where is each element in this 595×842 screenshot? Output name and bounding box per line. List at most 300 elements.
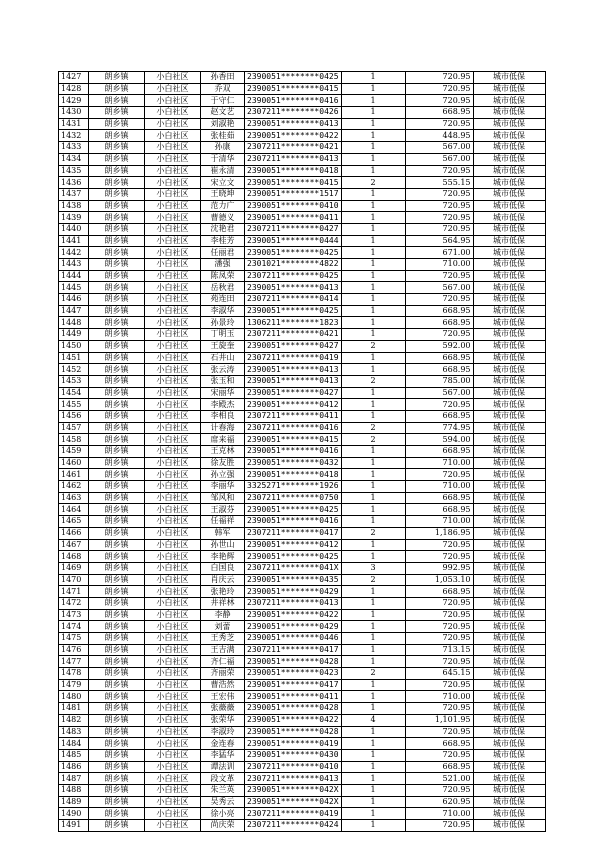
- household-count-cell: 1: [341, 352, 405, 364]
- row-number: 1455: [59, 399, 89, 411]
- table-row: [59, 387, 546, 399]
- town-cell: 朗乡镇: [89, 714, 145, 726]
- community-cell: 小白社区: [145, 703, 201, 715]
- table-row: [59, 130, 546, 142]
- name-cell: 孙康: [201, 142, 245, 154]
- town-cell: 朗乡镇: [89, 434, 145, 446]
- name-cell: 韩军: [201, 527, 245, 539]
- id-number-cell: 2307211********0413: [245, 153, 342, 165]
- town-cell: 朗乡镇: [89, 294, 145, 306]
- category-cell: 城市低保: [473, 562, 545, 574]
- community-cell: 小白社区: [145, 749, 201, 761]
- town-cell: 朗乡镇: [89, 387, 145, 399]
- category-cell: 城市低保: [473, 410, 545, 422]
- row-number: 1453: [59, 375, 89, 387]
- name-cell: 齐丽荣: [201, 668, 245, 680]
- town-cell: 朗乡镇: [89, 761, 145, 773]
- category-cell: 城市低保: [473, 294, 545, 306]
- community-cell: 小白社区: [145, 294, 201, 306]
- id-number-cell: 2307211********041X: [245, 562, 342, 574]
- community-cell: 小白社区: [145, 644, 201, 656]
- community-cell: 小白社区: [145, 352, 201, 364]
- household-count-cell: 1: [341, 270, 405, 282]
- table-row: [59, 562, 546, 574]
- household-count-cell: 1: [341, 609, 405, 621]
- category-cell: 城市低保: [473, 551, 545, 563]
- table-row: [59, 820, 546, 832]
- name-cell: 李艳辉: [201, 551, 245, 563]
- roster-table: [58, 71, 546, 832]
- amount-cell: 720.95: [405, 294, 473, 306]
- household-count-cell: 1: [341, 305, 405, 317]
- household-count-cell: 2: [341, 574, 405, 586]
- household-count-cell: 2: [341, 668, 405, 680]
- id-number-cell: 2390051********0446: [245, 633, 342, 645]
- household-count-cell: 1: [341, 165, 405, 177]
- community-cell: 小白社区: [145, 387, 201, 399]
- household-count-cell: 1: [341, 644, 405, 656]
- id-number-cell: 2307211********0410: [245, 761, 342, 773]
- id-number-cell: 2390051********0430: [245, 749, 342, 761]
- name-cell: 齐仁福: [201, 656, 245, 668]
- amount-cell: 668.95: [405, 504, 473, 516]
- community-cell: 小白社区: [145, 118, 201, 130]
- household-count-cell: 1: [341, 516, 405, 528]
- amount-cell: 668.95: [405, 107, 473, 119]
- name-cell: 张桂茹: [201, 130, 245, 142]
- category-cell: 城市低保: [473, 469, 545, 481]
- community-cell: 小白社区: [145, 317, 201, 329]
- category-cell: 城市低保: [473, 282, 545, 294]
- row-number: 1442: [59, 247, 89, 259]
- household-count-cell: 1: [341, 457, 405, 469]
- amount-cell: 720.95: [405, 200, 473, 212]
- id-number-cell: 2390051********0411: [245, 212, 342, 224]
- id-number-cell: 2390051********0413: [245, 364, 342, 376]
- row-number: 1434: [59, 153, 89, 165]
- town-cell: 朗乡镇: [89, 457, 145, 469]
- table-row: [59, 282, 546, 294]
- community-cell: 小白社区: [145, 539, 201, 551]
- name-cell: 徐友胜: [201, 457, 245, 469]
- household-count-cell: 1: [341, 235, 405, 247]
- name-cell: 段文革: [201, 773, 245, 785]
- town-cell: 朗乡镇: [89, 562, 145, 574]
- household-count-cell: 1: [341, 130, 405, 142]
- amount-cell: 710.00: [405, 259, 473, 271]
- household-count-cell: 1: [341, 259, 405, 271]
- category-cell: 城市低保: [473, 820, 545, 832]
- amount-cell: 720.95: [405, 551, 473, 563]
- community-cell: 小白社区: [145, 656, 201, 668]
- table-row: [59, 469, 546, 481]
- town-cell: 朗乡镇: [89, 679, 145, 691]
- community-cell: 小白社区: [145, 457, 201, 469]
- row-number: 1462: [59, 481, 89, 493]
- household-count-cell: 2: [341, 340, 405, 352]
- amount-cell: 594.00: [405, 434, 473, 446]
- amount-cell: 720.95: [405, 188, 473, 200]
- amount-cell: 555.15: [405, 177, 473, 189]
- row-number: 1452: [59, 364, 89, 376]
- community-cell: 小白社区: [145, 399, 201, 411]
- amount-cell: 668.95: [405, 317, 473, 329]
- amount-cell: 720.95: [405, 223, 473, 235]
- category-cell: 城市低保: [473, 679, 545, 691]
- household-count-cell: 1: [341, 749, 405, 761]
- amount-cell: 710.00: [405, 691, 473, 703]
- row-number: 1484: [59, 738, 89, 750]
- id-number-cell: 2390051********0415: [245, 83, 342, 95]
- name-cell: 李桂芳: [201, 235, 245, 247]
- row-number: 1474: [59, 621, 89, 633]
- town-cell: 朗乡镇: [89, 633, 145, 645]
- name-cell: 石井山: [201, 352, 245, 364]
- category-cell: 城市低保: [473, 621, 545, 633]
- town-cell: 朗乡镇: [89, 177, 145, 189]
- amount-cell: 720.95: [405, 539, 473, 551]
- table-row: [59, 609, 546, 621]
- name-cell: 李淑华: [201, 305, 245, 317]
- community-cell: 小白社区: [145, 446, 201, 458]
- category-cell: 城市低保: [473, 118, 545, 130]
- household-count-cell: 1: [341, 656, 405, 668]
- category-cell: 城市低保: [473, 340, 545, 352]
- name-cell: 王克林: [201, 446, 245, 458]
- amount-cell: 720.95: [405, 820, 473, 832]
- row-number: 1444: [59, 270, 89, 282]
- table-row: [59, 621, 546, 633]
- community-cell: 小白社区: [145, 492, 201, 504]
- town-cell: 朗乡镇: [89, 609, 145, 621]
- id-number-cell: 2390051********0429: [245, 621, 342, 633]
- amount-cell: 668.95: [405, 492, 473, 504]
- household-count-cell: 1: [341, 446, 405, 458]
- name-cell: 尚庆荣: [201, 820, 245, 832]
- household-count-cell: 1: [341, 726, 405, 738]
- community-cell: 小白社区: [145, 212, 201, 224]
- town-cell: 朗乡镇: [89, 703, 145, 715]
- name-cell: 李殿杰: [201, 399, 245, 411]
- name-cell: 朱兰英: [201, 784, 245, 796]
- amount-cell: 710.00: [405, 516, 473, 528]
- table-row: [59, 270, 546, 282]
- household-count-cell: 1: [341, 796, 405, 808]
- town-cell: 朗乡镇: [89, 212, 145, 224]
- town-cell: 朗乡镇: [89, 504, 145, 516]
- community-cell: 小白社区: [145, 761, 201, 773]
- category-cell: 城市低保: [473, 165, 545, 177]
- town-cell: 朗乡镇: [89, 153, 145, 165]
- amount-cell: 720.95: [405, 212, 473, 224]
- name-cell: 陈凤荣: [201, 270, 245, 282]
- town-cell: 朗乡镇: [89, 340, 145, 352]
- community-cell: 小白社区: [145, 329, 201, 341]
- town-cell: 朗乡镇: [89, 796, 145, 808]
- id-number-cell: 1306211********1823: [245, 317, 342, 329]
- table-row: [59, 317, 546, 329]
- table-row: [59, 188, 546, 200]
- name-cell: 李猛华: [201, 749, 245, 761]
- category-cell: 城市低保: [473, 784, 545, 796]
- amount-cell: 720.95: [405, 597, 473, 609]
- table-row: [59, 446, 546, 458]
- name-cell: 金连春: [201, 738, 245, 750]
- household-count-cell: 1: [341, 399, 405, 411]
- town-cell: 朗乡镇: [89, 446, 145, 458]
- id-number-cell: 2390051********0413: [245, 282, 342, 294]
- row-number: 1489: [59, 796, 89, 808]
- community-cell: 小白社区: [145, 773, 201, 785]
- row-number: 1468: [59, 551, 89, 563]
- category-cell: 城市低保: [473, 177, 545, 189]
- category-cell: 城市低保: [473, 481, 545, 493]
- amount-cell: 567.00: [405, 282, 473, 294]
- id-number-cell: 3325271********1926: [245, 481, 342, 493]
- amount-cell: 720.95: [405, 726, 473, 738]
- amount-cell: 671.00: [405, 247, 473, 259]
- community-cell: 小白社区: [145, 282, 201, 294]
- category-cell: 城市低保: [473, 492, 545, 504]
- name-cell: 苑连田: [201, 294, 245, 306]
- table-row: [59, 796, 546, 808]
- household-count-cell: 1: [341, 469, 405, 481]
- amount-cell: 713.15: [405, 644, 473, 656]
- row-number: 1433: [59, 142, 89, 154]
- row-number: 1461: [59, 469, 89, 481]
- row-number: 1443: [59, 259, 89, 271]
- household-count-cell: 1: [341, 691, 405, 703]
- id-number-cell: 2307211********0414: [245, 294, 342, 306]
- category-cell: 城市低保: [473, 270, 545, 282]
- category-cell: 城市低保: [473, 352, 545, 364]
- id-number-cell: 2307211********0750: [245, 492, 342, 504]
- name-cell: 任丽君: [201, 247, 245, 259]
- town-cell: 朗乡镇: [89, 597, 145, 609]
- town-cell: 朗乡镇: [89, 422, 145, 434]
- table-row: [59, 773, 546, 785]
- community-cell: 小白社区: [145, 609, 201, 621]
- row-number: 1427: [59, 72, 89, 84]
- name-cell: 张荣华: [201, 714, 245, 726]
- id-number-cell: 2307211********0417: [245, 527, 342, 539]
- category-cell: 城市低保: [473, 527, 545, 539]
- table-row: [59, 481, 546, 493]
- category-cell: 城市低保: [473, 107, 545, 119]
- category-cell: 城市低保: [473, 446, 545, 458]
- category-cell: 城市低保: [473, 738, 545, 750]
- row-number: 1437: [59, 188, 89, 200]
- community-cell: 小白社区: [145, 259, 201, 271]
- amount-cell: 567.00: [405, 153, 473, 165]
- id-number-cell: 2390051********1517: [245, 188, 342, 200]
- category-cell: 城市低保: [473, 714, 545, 726]
- table-row: [59, 749, 546, 761]
- row-number: 1440: [59, 223, 89, 235]
- town-cell: 朗乡镇: [89, 656, 145, 668]
- community-cell: 小白社区: [145, 340, 201, 352]
- name-cell: 张云涛: [201, 364, 245, 376]
- community-cell: 小白社区: [145, 165, 201, 177]
- id-number-cell: 2390051********0428: [245, 703, 342, 715]
- community-cell: 小白社区: [145, 83, 201, 95]
- row-number: 1436: [59, 177, 89, 189]
- town-cell: 朗乡镇: [89, 551, 145, 563]
- name-cell: 于守仁: [201, 95, 245, 107]
- name-cell: 宋丽华: [201, 387, 245, 399]
- town-cell: 朗乡镇: [89, 644, 145, 656]
- household-count-cell: 1: [341, 294, 405, 306]
- table-row: [59, 457, 546, 469]
- id-number-cell: 2390051********0444: [245, 235, 342, 247]
- category-cell: 城市低保: [473, 329, 545, 341]
- amount-cell: 720.95: [405, 621, 473, 633]
- category-cell: 城市低保: [473, 95, 545, 107]
- table-row: [59, 294, 546, 306]
- name-cell: 吴秀云: [201, 796, 245, 808]
- row-number: 1491: [59, 820, 89, 832]
- name-cell: 席来福: [201, 434, 245, 446]
- town-cell: 朗乡镇: [89, 820, 145, 832]
- name-cell: 孙立强: [201, 469, 245, 481]
- household-count-cell: 1: [341, 118, 405, 130]
- name-cell: 崔永清: [201, 165, 245, 177]
- household-count-cell: 1: [341, 621, 405, 633]
- town-cell: 朗乡镇: [89, 329, 145, 341]
- table-row: [59, 539, 546, 551]
- name-cell: 计春海: [201, 422, 245, 434]
- town-cell: 朗乡镇: [89, 808, 145, 820]
- household-count-cell: 1: [341, 410, 405, 422]
- name-cell: 岳秋君: [201, 282, 245, 294]
- row-number: 1439: [59, 212, 89, 224]
- name-cell: 邹风和: [201, 492, 245, 504]
- category-cell: 城市低保: [473, 808, 545, 820]
- category-cell: 城市低保: [473, 539, 545, 551]
- row-number: 1490: [59, 808, 89, 820]
- amount-cell: 668.95: [405, 586, 473, 598]
- row-number: 1438: [59, 200, 89, 212]
- community-cell: 小白社区: [145, 107, 201, 119]
- id-number-cell: 2307211********0413: [245, 773, 342, 785]
- row-number: 1445: [59, 282, 89, 294]
- table-row: [59, 142, 546, 154]
- id-number-cell: 2390051********0413: [245, 118, 342, 130]
- household-count-cell: 1: [341, 282, 405, 294]
- amount-cell: 567.00: [405, 387, 473, 399]
- community-cell: 小白社区: [145, 574, 201, 586]
- row-number: 1473: [59, 609, 89, 621]
- name-cell: 王宏伟: [201, 691, 245, 703]
- household-count-cell: 1: [341, 247, 405, 259]
- id-number-cell: 2390051********0427: [245, 387, 342, 399]
- community-cell: 小白社区: [145, 177, 201, 189]
- name-cell: 刘淑艳: [201, 118, 245, 130]
- household-count-cell: 1: [341, 223, 405, 235]
- table-row: [59, 597, 546, 609]
- amount-cell: 668.95: [405, 352, 473, 364]
- name-cell: 于清华: [201, 153, 245, 165]
- table-row: [59, 177, 546, 189]
- table-row: [59, 352, 546, 364]
- community-cell: 小白社区: [145, 188, 201, 200]
- amount-cell: 592.00: [405, 340, 473, 352]
- row-number: 1467: [59, 539, 89, 551]
- community-cell: 小白社区: [145, 668, 201, 680]
- table-row: [59, 329, 546, 341]
- category-cell: 城市低保: [473, 597, 545, 609]
- id-number-cell: 2390051********0415: [245, 434, 342, 446]
- category-cell: 城市低保: [473, 644, 545, 656]
- town-cell: 朗乡镇: [89, 142, 145, 154]
- table-row: [59, 738, 546, 750]
- amount-cell: 720.95: [405, 270, 473, 282]
- table-row: [59, 644, 546, 656]
- id-number-cell: 2307211********0413: [245, 597, 342, 609]
- community-cell: 小白社区: [145, 200, 201, 212]
- household-count-cell: 1: [341, 551, 405, 563]
- table-row: [59, 410, 546, 422]
- table-row: [59, 235, 546, 247]
- amount-cell: 1,053.10: [405, 574, 473, 586]
- row-number: 1456: [59, 410, 89, 422]
- category-cell: 城市低保: [473, 796, 545, 808]
- town-cell: 朗乡镇: [89, 410, 145, 422]
- name-cell: 李静: [201, 609, 245, 621]
- id-number-cell: 2390051********0422: [245, 130, 342, 142]
- id-number-cell: 2307211********0421: [245, 142, 342, 154]
- amount-cell: 720.95: [405, 703, 473, 715]
- id-number-cell: 2307211********0425: [245, 270, 342, 282]
- id-number-cell: 2390051********0410: [245, 200, 342, 212]
- row-number: 1428: [59, 83, 89, 95]
- town-cell: 朗乡镇: [89, 282, 145, 294]
- household-count-cell: 1: [341, 212, 405, 224]
- community-cell: 小白社区: [145, 130, 201, 142]
- row-number: 1485: [59, 749, 89, 761]
- household-count-cell: 1: [341, 703, 405, 715]
- table-row: [59, 153, 546, 165]
- town-cell: 朗乡镇: [89, 586, 145, 598]
- id-number-cell: 2390051********0432: [245, 457, 342, 469]
- amount-cell: 720.95: [405, 72, 473, 84]
- town-cell: 朗乡镇: [89, 784, 145, 796]
- row-number: 1457: [59, 422, 89, 434]
- row-number: 1449: [59, 329, 89, 341]
- household-count-cell: 1: [341, 72, 405, 84]
- name-cell: 谭法训: [201, 761, 245, 773]
- category-cell: 城市低保: [473, 200, 545, 212]
- amount-cell: 720.95: [405, 633, 473, 645]
- category-cell: 城市低保: [473, 726, 545, 738]
- table-row: [59, 668, 546, 680]
- row-number: 1429: [59, 95, 89, 107]
- id-number-cell: 2390051********0416: [245, 516, 342, 528]
- row-number: 1488: [59, 784, 89, 796]
- id-number-cell: 2390051********0428: [245, 656, 342, 668]
- row-number: 1476: [59, 644, 89, 656]
- row-number: 1460: [59, 457, 89, 469]
- community-cell: 小白社区: [145, 95, 201, 107]
- amount-cell: 1,101.95: [405, 714, 473, 726]
- household-count-cell: 2: [341, 177, 405, 189]
- household-count-cell: 1: [341, 153, 405, 165]
- community-cell: 小白社区: [145, 726, 201, 738]
- amount-cell: 720.95: [405, 83, 473, 95]
- household-count-cell: 1: [341, 387, 405, 399]
- row-number: 1486: [59, 761, 89, 773]
- household-count-cell: 1: [341, 679, 405, 691]
